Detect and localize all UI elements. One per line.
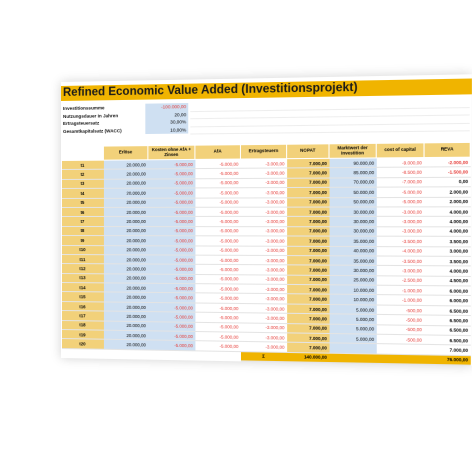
cell-marktwert[interactable]: 5.000,00	[329, 314, 376, 324]
cell-kosten[interactable]: -5.000,00	[148, 159, 195, 169]
cell-nopat[interactable]: 7.000,00	[287, 236, 329, 246]
cell-nopat[interactable]: 7.000,00	[287, 158, 329, 168]
cell-marktwert[interactable]: 10.000,00	[329, 295, 376, 305]
cell-year: t10	[61, 245, 103, 255]
cell-coc[interactable]: -9.000,00	[376, 158, 424, 168]
cell-erloese[interactable]: 20.000,00	[103, 217, 147, 227]
cell-erloese[interactable]: 20.000,00	[103, 340, 147, 350]
cell-marktwert[interactable]: 25.000,00	[329, 275, 376, 285]
cell-erloese[interactable]: 20.000,00	[103, 283, 147, 293]
cell-steuern[interactable]: -3.000,00	[240, 313, 286, 323]
cell-nopat[interactable]: 7.000,00	[287, 285, 329, 295]
cell-afa[interactable]: -5.000,00	[195, 341, 241, 351]
cell-kosten[interactable]: -5.000,00	[148, 321, 195, 331]
cell-nopat[interactable]: 7.000,00	[287, 333, 329, 343]
cell-steuern[interactable]: -3.000,00	[240, 226, 286, 236]
totals-filler	[376, 354, 424, 364]
cell-nopat[interactable]: 7.000,00	[287, 226, 329, 236]
cell-marktwert[interactable]: 90.000,00	[329, 158, 376, 168]
cell-kosten[interactable]: -5.000,00	[148, 264, 195, 274]
cell-nopat[interactable]: 7.000,00	[287, 323, 329, 333]
cell-steuern[interactable]: -3.000,00	[240, 236, 286, 246]
cell-kosten[interactable]: -5.000,00	[148, 293, 195, 303]
cell-erloese[interactable]: 20.000,00	[103, 330, 147, 340]
cell-marktwert[interactable]: 5.000,00	[329, 304, 376, 314]
cell-coc[interactable]: -500,00	[376, 315, 424, 325]
cell-steuern[interactable]: -3.000,00	[240, 342, 286, 352]
cell-afa[interactable]: -5.000,00	[195, 236, 241, 246]
cell-reva[interactable]: 3.500,00	[424, 256, 470, 266]
cell-erloese[interactable]: 20.000,00	[103, 255, 147, 265]
totals-empty	[195, 351, 241, 361]
cell-erloese[interactable]: 20.000,00	[103, 169, 147, 179]
cell-nopat[interactable]: 7.000,00	[287, 275, 329, 285]
cell-nopat[interactable]: 7.000,00	[287, 304, 329, 314]
cell-reva[interactable]: 6.000,00	[424, 296, 470, 306]
cell-nopat[interactable]: 7.000,00	[287, 246, 329, 256]
totals-label: Σ	[240, 351, 286, 361]
sheet-title: Refined Economic Value Added (Investitionsprojekt)	[61, 78, 472, 101]
cell-steuern[interactable]: -3.000,00	[240, 303, 286, 313]
totals-empty	[103, 349, 147, 359]
cell-afa[interactable]: -5.000,00	[195, 207, 241, 217]
cell-afa[interactable]: -5.000,00	[195, 312, 241, 322]
cell-year: t7	[61, 217, 103, 226]
header-coc: cost of capital	[376, 143, 424, 158]
cell-marktwert[interactable]: 30.000,00	[329, 217, 376, 227]
cell-kosten[interactable]: -5.000,00	[148, 312, 195, 322]
cell-year: t14	[61, 283, 103, 293]
cell-afa[interactable]: -5.000,00	[195, 255, 241, 265]
header-afa: AfA	[195, 145, 241, 160]
cell-reva[interactable]: 6.500,00	[424, 335, 470, 346]
cell-erloese[interactable]: 20.000,00	[103, 236, 147, 246]
cell-reva[interactable]: 6.500,00	[424, 305, 470, 315]
cell-steuern[interactable]: -3.000,00	[240, 159, 286, 169]
cell-coc[interactable]: -4.000,00	[376, 246, 424, 256]
cell-afa[interactable]: -5.000,00	[195, 226, 241, 236]
cell-kosten[interactable]: -5.000,00	[148, 179, 195, 189]
totals-empty	[148, 350, 195, 360]
param-value[interactable]: -100.000,00	[145, 103, 188, 111]
totals-nopat: 140.000,00	[287, 352, 329, 362]
cell-afa[interactable]: -5.000,00	[195, 198, 241, 208]
header-nopat: NOPAT	[287, 144, 329, 159]
param-value[interactable]: 20,00	[145, 111, 188, 119]
cell-reva[interactable]: 6.500,00	[424, 325, 470, 336]
cell-steuern[interactable]: -3.000,00	[240, 255, 286, 265]
param-label: Gesamtkapitalsatz (WACC)	[62, 127, 122, 134]
cell-marktwert[interactable]: 5.000,00	[329, 324, 376, 334]
cell-coc[interactable]: -3.000,00	[376, 266, 424, 276]
cell-year: t17	[61, 311, 103, 321]
cell-erloese[interactable]: 20.000,00	[103, 311, 147, 321]
cell-kosten[interactable]: -5.000,00	[148, 340, 195, 350]
cell-nopat[interactable]: 7.000,00	[287, 197, 329, 207]
cell-year: t20	[61, 339, 103, 349]
cell-steuern[interactable]: -3.000,00	[240, 197, 286, 207]
cell-afa[interactable]: -5.000,00	[195, 303, 241, 313]
cell-kosten[interactable]: -5.000,00	[148, 302, 195, 312]
cell-nopat[interactable]: 7.000,00	[287, 314, 329, 324]
cell-erloese[interactable]: 20.000,00	[103, 188, 147, 198]
cell-marktwert[interactable]: 35.000,00	[329, 256, 376, 266]
cell-marktwert[interactable]: 5.000,00	[329, 334, 376, 345]
cell-kosten[interactable]: -5.000,00	[148, 226, 195, 236]
cell-reva[interactable]: 6.500,00	[424, 315, 470, 325]
cell-steuern[interactable]: -3.000,00	[240, 217, 286, 227]
cell-marktwert[interactable]: 85.000,00	[329, 168, 376, 178]
cell-erloese[interactable]: 20.000,00	[103, 179, 147, 189]
totals-filler	[329, 353, 376, 363]
cell-reva[interactable]: -1.500,00	[424, 167, 470, 177]
cell-erloese[interactable]: 20.000,00	[103, 321, 147, 331]
cell-kosten[interactable]: -5.000,00	[148, 207, 195, 217]
cell-erloese[interactable]: 20.000,00	[103, 264, 147, 274]
cell-year: t13	[61, 273, 103, 283]
cell-coc[interactable]: -500,00	[376, 324, 424, 335]
cell-steuern[interactable]: -3.000,00	[240, 265, 286, 275]
cell-marktwert[interactable]: 10.000,00	[329, 285, 376, 295]
param-value[interactable]: 30,00%	[145, 118, 188, 126]
cell-year: t4	[61, 188, 103, 198]
cell-marktwert[interactable]: 40.000,00	[329, 246, 376, 256]
cell-afa[interactable]: -5.000,00	[195, 217, 241, 227]
cell-coc[interactable]: -500,00	[376, 305, 424, 315]
cell-coc[interactable]: -3.500,00	[376, 236, 424, 246]
cell-year: t9	[61, 236, 103, 246]
header-reva: REVA	[424, 142, 470, 157]
cell-coc[interactable]: -3.000,00	[376, 227, 424, 237]
cell-marktwert[interactable]: 50.000,00	[329, 197, 376, 207]
cell-reva[interactable]: 3.000,00	[424, 246, 470, 256]
cell-kosten[interactable]: -5.000,00	[148, 169, 195, 179]
cell-kosten[interactable]: -5.000,00	[148, 236, 195, 246]
cell-coc[interactable]: -8.500,00	[376, 167, 424, 177]
cell-afa[interactable]: -5.000,00	[195, 332, 241, 342]
cell-reva[interactable]: 7.000,00	[424, 345, 470, 356]
cell-coc[interactable]: -500,00	[376, 334, 424, 345]
cell-kosten[interactable]: -5.000,00	[148, 188, 195, 198]
cell-marktwert[interactable]: 50.000,00	[329, 187, 376, 197]
cell-reva[interactable]: -2.000,00	[424, 157, 470, 167]
table-row	[61, 217, 470, 227]
cell-steuern[interactable]: -3.000,00	[240, 178, 286, 188]
cell-year: t1	[61, 160, 103, 170]
cell-nopat[interactable]: 7.000,00	[287, 188, 329, 198]
cell-steuern[interactable]: -3.000,00	[240, 246, 286, 256]
cell-steuern[interactable]: -3.000,00	[240, 284, 286, 294]
header-marktwert: Marktwert der Investition	[329, 143, 376, 158]
parameter-block	[61, 99, 470, 135]
cell-steuern[interactable]: -3.000,00	[240, 323, 286, 333]
cell-erloese[interactable]: 20.000,00	[103, 160, 147, 170]
table-row	[61, 207, 470, 217]
cell-reva[interactable]: 4.500,00	[424, 276, 470, 286]
cell-erloese[interactable]: 20.000,00	[103, 273, 147, 283]
param-value[interactable]: 10,00%	[145, 126, 188, 134]
header-year	[61, 146, 103, 160]
cell-steuern[interactable]: -3.000,00	[240, 207, 286, 217]
cell-kosten[interactable]: -5.000,00	[148, 255, 195, 265]
cell-afa[interactable]: -5.000,00	[195, 322, 241, 332]
cell-erloese[interactable]: 20.000,00	[103, 292, 147, 302]
cell-coc[interactable]: -3.000,00	[376, 217, 424, 227]
cell-steuern[interactable]: -3.000,00	[240, 188, 286, 198]
cell-afa[interactable]: -5.000,00	[195, 274, 241, 284]
cell-nopat[interactable]: 7.000,00	[287, 255, 329, 265]
cell-coc[interactable]: -2.500,00	[376, 275, 424, 285]
cell-afa[interactable]: -5.000,00	[195, 265, 241, 275]
cell-reva[interactable]: 4.000,00	[424, 227, 470, 237]
cell-nopat[interactable]: 7.000,00	[287, 207, 329, 217]
cell-year: t11	[61, 254, 103, 264]
cell-reva[interactable]: 2.000,00	[424, 187, 470, 197]
cell-kosten[interactable]: -5.000,00	[148, 331, 195, 341]
totals-empty	[61, 348, 103, 358]
cell-nopat[interactable]: 7.000,00	[287, 294, 329, 304]
param-label: Ertragsteuersatz	[62, 120, 100, 126]
cell-marktwert[interactable]: 70.000,00	[329, 178, 376, 188]
cell-coc[interactable]: -1.000,00	[376, 295, 424, 305]
cell-steuern[interactable]: -3.000,00	[240, 274, 286, 284]
cell-kosten[interactable]: -5.000,00	[148, 245, 195, 255]
cell-afa[interactable]: -5.000,00	[195, 178, 241, 188]
cell-year: t16	[61, 301, 103, 311]
cell-year: t18	[61, 320, 103, 330]
param-label: Investitionssumme	[62, 105, 105, 111]
cell-marktwert[interactable]: 30.000,00	[329, 207, 376, 217]
cell-steuern[interactable]: -3.000,00	[240, 294, 286, 304]
cell-erloese[interactable]: 20.000,00	[103, 226, 147, 236]
cell-afa[interactable]: -5.000,00	[195, 159, 241, 169]
cell-year: t12	[61, 264, 103, 274]
cell-year: t2	[61, 170, 103, 180]
cell-year: t15	[61, 292, 103, 302]
cell-reva[interactable]: 4.000,00	[424, 266, 470, 276]
cell-year: t5	[61, 198, 103, 208]
header-kosten: Kosten ohne AfA + Zinsen	[148, 145, 195, 160]
table-body	[61, 157, 470, 365]
cell-reva[interactable]: 4.000,00	[424, 217, 470, 227]
cell-afa[interactable]: -5.000,00	[195, 284, 241, 294]
cell-marktwert[interactable]: 30.000,00	[329, 265, 376, 275]
cell-coc[interactable]: -5.000,00	[376, 187, 424, 197]
cell-marktwert[interactable]: 30.000,00	[329, 226, 376, 236]
totals-reva: 76.000,00	[424, 355, 470, 365]
cell-nopat[interactable]: 7.000,00	[287, 168, 329, 178]
cell-coc[interactable]: -3.500,00	[376, 256, 424, 266]
cell-kosten[interactable]: -5.000,00	[148, 198, 195, 208]
cell-nopat[interactable]: 7.000,00	[287, 265, 329, 275]
header-steuern: Ertragsteuern	[240, 144, 286, 159]
cell-erloese[interactable]: 20.000,00	[103, 198, 147, 208]
cell-reva[interactable]: 0,00	[424, 177, 470, 187]
cell-reva[interactable]: 4.000,00	[424, 207, 470, 217]
cell-steuern[interactable]: -3.000,00	[240, 332, 286, 342]
cell-coc[interactable]: -5.000,00	[376, 197, 424, 207]
cell-kosten[interactable]: -5.000,00	[148, 217, 195, 227]
cell-afa[interactable]: -5.000,00	[195, 293, 241, 303]
cell-erloese[interactable]: 20.000,00	[103, 245, 147, 255]
cell-reva[interactable]: 6.000,00	[424, 286, 470, 296]
cell-marktwert[interactable]: 35.000,00	[329, 236, 376, 246]
cell-year: t6	[61, 207, 103, 216]
cell-erloese[interactable]: 20.000,00	[103, 207, 147, 217]
cell-afa[interactable]: -5.000,00	[195, 188, 241, 198]
param-label: Nutzungsdauer in Jahren	[62, 112, 119, 119]
cell-coc[interactable]: -3.000,00	[376, 207, 424, 217]
cell-nopat[interactable]: 7.000,00	[287, 217, 329, 227]
cell-afa[interactable]: -5.000,00	[195, 245, 241, 255]
cell-reva[interactable]: 3.500,00	[424, 236, 470, 246]
cell-year: t8	[61, 226, 103, 235]
cell-year: t3	[61, 179, 103, 189]
cell-steuern[interactable]: -3.000,00	[240, 168, 286, 178]
cell-nopat[interactable]: 7.000,00	[287, 178, 329, 188]
cell-erloese[interactable]: 20.000,00	[103, 302, 147, 312]
cell-afa[interactable]: -5.000,00	[195, 169, 241, 179]
reva-table	[61, 142, 471, 366]
cell-kosten[interactable]: -5.000,00	[148, 283, 195, 293]
spreadsheet-page	[61, 74, 472, 365]
cell-nopat[interactable]: 7.000,00	[287, 343, 329, 353]
cell-year: t19	[61, 330, 103, 340]
cell-kosten[interactable]: -5.000,00	[148, 274, 195, 284]
cell-coc[interactable]: -7.000,00	[376, 177, 424, 187]
cell-coc[interactable]: -1.000,00	[376, 285, 424, 295]
cell-reva[interactable]: 2.000,00	[424, 197, 470, 207]
header-erloese: Erlöse	[103, 146, 147, 161]
